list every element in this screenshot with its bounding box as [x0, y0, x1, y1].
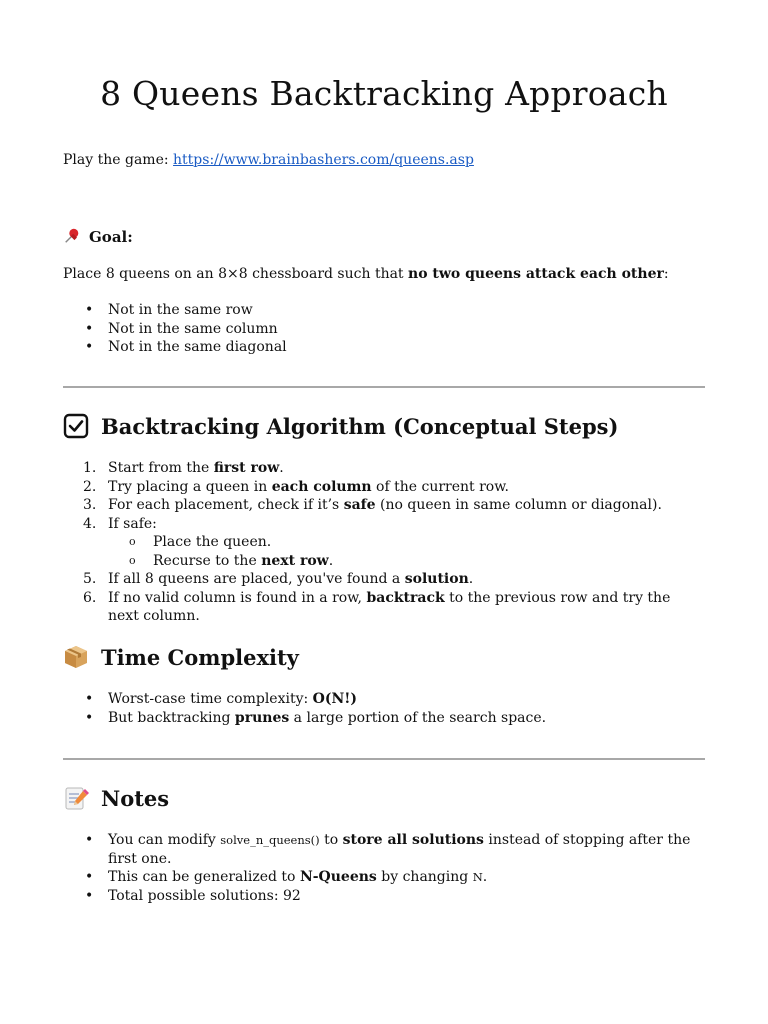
- list-item-text: Not in the same column: [108, 320, 278, 337]
- list-item-text: to: [319, 832, 343, 848]
- step-text-end: .: [279, 460, 284, 476]
- step-bold: first row: [213, 460, 280, 476]
- list-item: • Not in the same row: [85, 302, 253, 318]
- game-link[interactable]: https://www.brainbashers.com/queens.asp: [173, 152, 474, 168]
- substep-item: o Recurse to the next row.: [129, 552, 334, 569]
- step-text-end: of the current row.: [371, 478, 510, 495]
- list-item-text: But backtracking: [108, 709, 235, 726]
- list-item-text-end: instead of stopping after the first one.: [108, 832, 691, 867]
- step-text-end: .: [468, 571, 474, 587]
- step-number: 3.: [83, 497, 97, 513]
- page-title: 8 Queens Backtracking Approach: [100, 74, 668, 113]
- list-item: • Worst-case time complexity: O(N!): [85, 691, 358, 707]
- list-item-text: This can be generalized to: [108, 869, 300, 885]
- step-number: 2.: [83, 478, 97, 495]
- algorithm-heading-text: Backtracking Algorithm (Conceptual Steps): [101, 413, 619, 439]
- list-item: • But backtracking prunes a large portion of the search space.: [85, 709, 547, 726]
- step-item: [63, 459, 705, 478]
- list-item: • You can modify solve_n_queens() to store all solutions instead of stopping after the first one.: [85, 832, 691, 867]
- substep-bold: next row: [261, 552, 329, 569]
- substep-text: Recurse to the: [153, 552, 262, 569]
- goal-intro: [63, 265, 669, 284]
- list-item-bold: prunes: [234, 709, 290, 726]
- step-item: [63, 570, 705, 589]
- list-item-text-end: .: [482, 869, 488, 885]
- list-item-text: by changing: [376, 869, 473, 885]
- algorithm-steps: [63, 459, 705, 626]
- list-item: • Total possible solutions: 92: [85, 887, 301, 904]
- step-text-end: to the previous row and try the next column.: [108, 589, 671, 624]
- list-item: • This can be generalized to N-Queens by changing N.: [85, 869, 488, 885]
- step-number: 6.: [83, 589, 97, 606]
- list-item-text: Worst-case time complexity:: [108, 691, 313, 707]
- step-text: If no valid column is found in a row,: [108, 589, 367, 606]
- step-bold: safe: [343, 497, 376, 513]
- notes-list: [63, 831, 705, 905]
- step-bold: backtrack: [366, 589, 445, 606]
- list-item-text: You can modify: [108, 832, 221, 848]
- pushpin-icon: [63, 227, 81, 245]
- algorithm-heading: [63, 413, 618, 439]
- goal-list: [63, 301, 705, 357]
- substep-item: o Place the queen.: [129, 534, 272, 550]
- step-text: For each placement, check if it’s: [108, 497, 344, 513]
- step-text: Start from the: [108, 460, 214, 476]
- code-snippet: solve_n_queens(): [220, 833, 320, 847]
- complexity-heading: [63, 644, 299, 670]
- step-text: Try placing a queen in: [108, 478, 272, 495]
- divider: [63, 386, 705, 388]
- complexity-list: [63, 690, 705, 727]
- list-item-text-end: a large portion of the search space.: [289, 709, 547, 726]
- list-item: • Not in the same column: [85, 320, 278, 337]
- substep-text: Place the queen.: [153, 534, 272, 550]
- memo-icon: [63, 785, 89, 811]
- step-item: [63, 496, 705, 515]
- list-item-bold: N-Queens: [299, 869, 377, 885]
- play-line: [63, 151, 474, 170]
- list-item-text: Not in the same row: [108, 302, 253, 318]
- step-bold: solution: [404, 571, 469, 587]
- step-item: [63, 515, 705, 534]
- code-snippet: N: [472, 870, 483, 884]
- step-text: If safe:: [108, 515, 157, 532]
- list-item-text: Total possible solutions: 92: [108, 887, 301, 904]
- goal-heading: [63, 227, 133, 246]
- play-label: Play the game:: [63, 152, 169, 168]
- goal-intro-bold: no two queens attack each other: [408, 266, 664, 282]
- notes-heading: [63, 785, 169, 811]
- list-item: • Not in the same diagonal: [85, 339, 287, 355]
- goal-intro-text: Place 8 queens on an 8×8 chessboard such that: [63, 266, 409, 282]
- complexity-value: O(N!): [312, 691, 358, 707]
- substep-text-end: .: [328, 552, 334, 569]
- goal-intro-colon: :: [663, 266, 669, 282]
- divider: [63, 758, 705, 760]
- step-text: If all 8 queens are placed, you've found a: [108, 571, 405, 587]
- check-box-icon: [63, 413, 89, 439]
- list-item-bold: store all solutions: [342, 832, 484, 848]
- notes-heading-text: Notes: [101, 785, 170, 811]
- list-item-text: Not in the same diagonal: [108, 339, 287, 355]
- step-text-end: (no queen in same column or diagonal).: [375, 497, 662, 513]
- step-number: 1.: [83, 460, 97, 476]
- step-bold: each column: [271, 478, 372, 495]
- step-number: 4.: [83, 515, 97, 532]
- package-icon: [63, 644, 89, 670]
- step-item: [63, 589, 705, 626]
- complexity-heading-text: Time Complexity: [101, 644, 299, 670]
- step-number: 5.: [83, 571, 97, 587]
- step-item: [63, 478, 705, 497]
- goal-heading-text: Goal:: [89, 228, 133, 246]
